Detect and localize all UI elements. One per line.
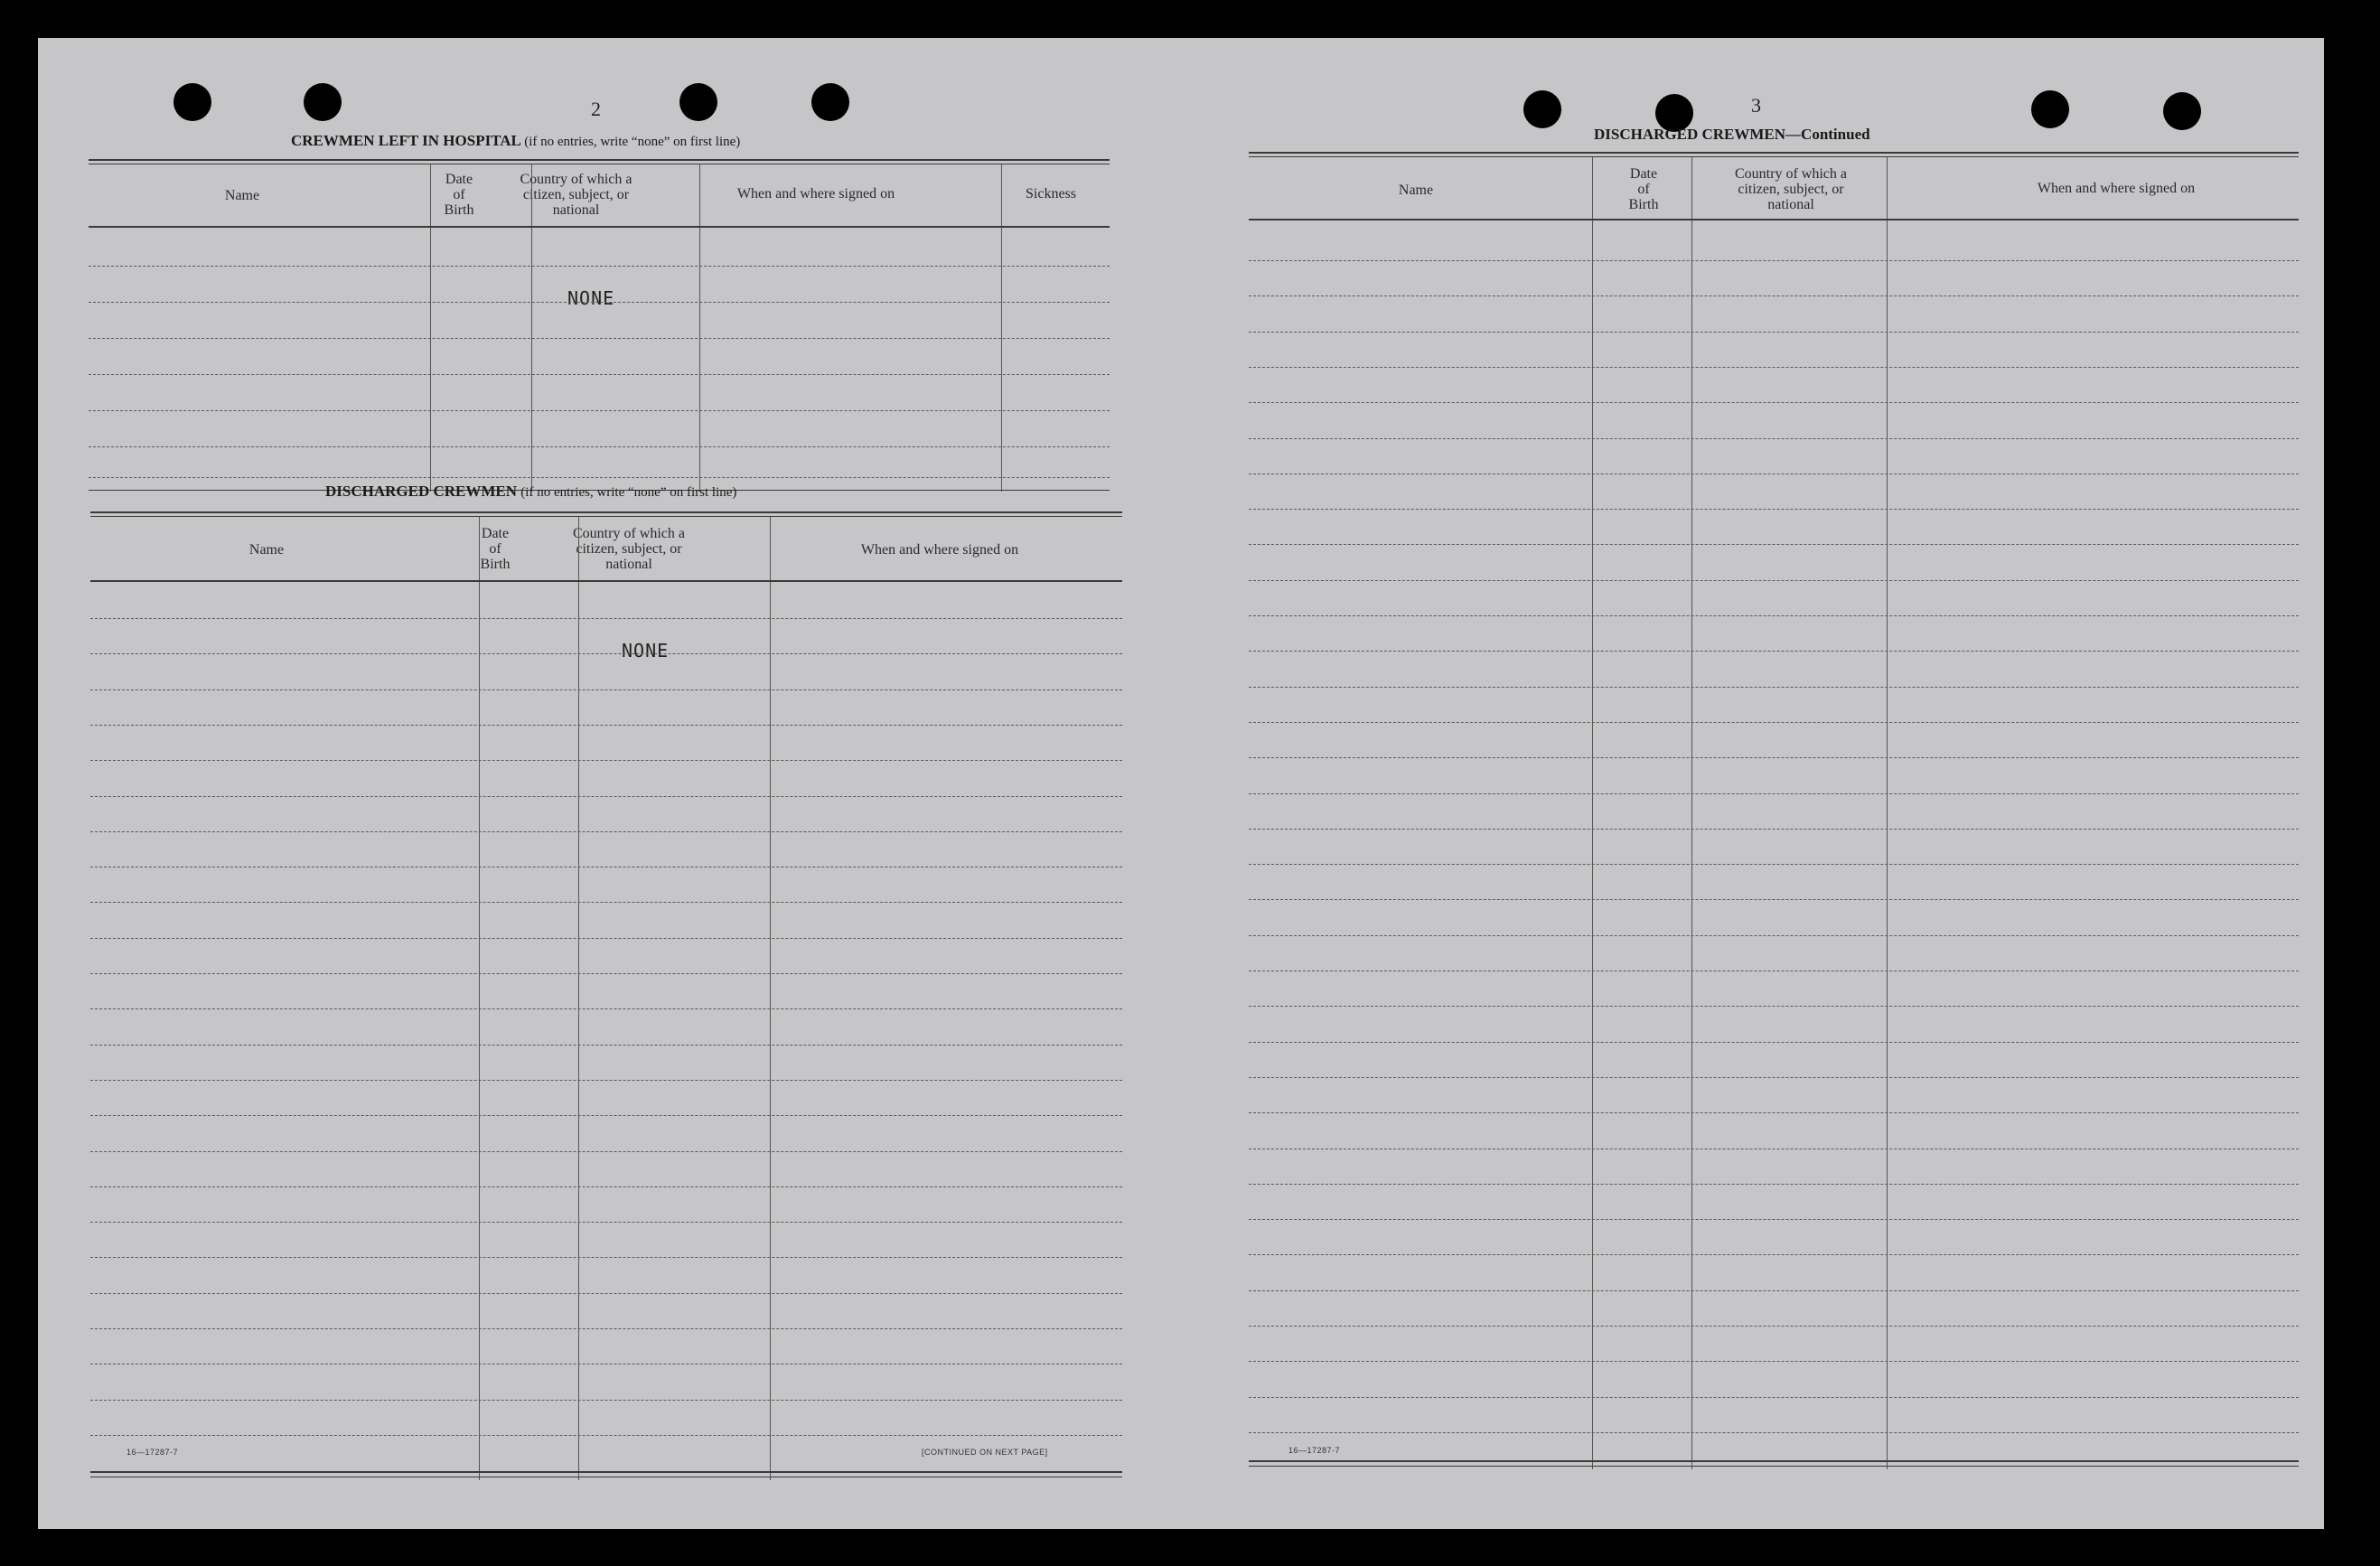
left-page-number: 2 <box>591 98 601 120</box>
col-header-name: Name <box>224 188 260 203</box>
entry-line <box>89 410 1110 411</box>
entry-line <box>1249 722 2299 723</box>
entry-line <box>90 1080 1122 1081</box>
table-bottom-rule <box>1249 1460 2299 1462</box>
entry-line <box>90 1115 1122 1116</box>
entry-line <box>1249 899 2299 900</box>
header-rule <box>1249 219 2299 220</box>
entry-line <box>1249 757 2299 758</box>
entry-line <box>90 1293 1122 1294</box>
entry-line <box>1249 1112 2299 1113</box>
entry-line <box>1249 509 2299 510</box>
discharged-instruction: (if no entries, write “none” on first line) <box>520 485 737 500</box>
punch-hole <box>1523 90 1561 128</box>
entry-line <box>90 1008 1122 1009</box>
entry-line <box>90 1257 1122 1258</box>
column-divider <box>699 164 700 492</box>
entry-line <box>1249 580 2299 581</box>
entry-line <box>1249 687 2299 688</box>
entry-line <box>89 302 1110 303</box>
table-bottom-rule <box>90 1471 1122 1473</box>
column-divider <box>1691 157 1692 1469</box>
entry-line <box>1249 544 2299 545</box>
entry-line <box>1249 367 2299 368</box>
punch-hole <box>2031 90 2069 128</box>
entry-line <box>1249 1184 2299 1185</box>
entry-line <box>1249 1219 2299 1220</box>
column-divider <box>1887 157 1888 1469</box>
col-header-sickness: Sickness <box>1026 186 1076 202</box>
entry-line <box>90 689 1122 690</box>
entry-line <box>90 1045 1122 1046</box>
col-header-country: Country of which a citizen, subject, or national <box>573 526 685 572</box>
right-discharged-table <box>1249 152 2299 1471</box>
document-sheet <box>38 38 2324 1529</box>
entry-line <box>90 760 1122 761</box>
entry-line <box>90 938 1122 939</box>
col-header-country: Country of which a citizen, subject, or national <box>520 172 632 218</box>
hospital-entry: NONE <box>567 287 615 309</box>
entry-line <box>89 477 1110 478</box>
entry-line <box>1249 1042 2299 1043</box>
table-top-rule <box>1249 152 2299 154</box>
entry-line <box>1249 1006 2299 1007</box>
entry-line <box>1249 651 2299 652</box>
col-header-name: Name <box>1398 183 1434 198</box>
entry-line <box>89 446 1110 447</box>
col-header-country: Country of which a citizen, subject, or national <box>1735 166 1847 212</box>
hospital-table <box>89 159 1110 493</box>
hospital-instruction: (if no entries, write “none” on first line) <box>524 135 741 149</box>
right-page-number: 3 <box>1751 94 1761 117</box>
left-form-number: 16—17287-7 <box>126 1448 179 1457</box>
entry-line <box>1249 829 2299 830</box>
discharged-title-text: DISCHARGED CREWMEN <box>325 483 518 500</box>
entry-line <box>1249 793 2299 794</box>
table-top-rule <box>90 511 1122 513</box>
col-header-dob: Date of Birth <box>444 172 474 218</box>
punch-hole <box>679 83 717 121</box>
column-divider <box>1592 157 1593 1469</box>
header-rule <box>90 580 1122 582</box>
col-header-signed-on: When and where signed on <box>860 542 1019 558</box>
entry-line <box>1249 1432 2299 1433</box>
punch-hole <box>304 83 342 121</box>
entry-line <box>1249 615 2299 616</box>
hospital-section-title <box>291 132 740 150</box>
entry-line <box>1249 438 2299 439</box>
column-divider <box>578 517 579 1480</box>
header-rule <box>89 226 1110 228</box>
entry-line <box>90 618 1122 619</box>
entry-line <box>1249 1326 2299 1327</box>
entry-line <box>89 266 1110 267</box>
col-header-signed-on: When and where signed on <box>736 186 895 202</box>
hospital-title-text: CREWMEN LEFT IN HOSPITAL <box>291 132 520 149</box>
entry-line <box>1249 402 2299 403</box>
entry-line <box>89 338 1110 339</box>
table-top-rule <box>90 516 1122 517</box>
continued-note: [CONTINUED ON NEXT PAGE] <box>922 1448 1048 1457</box>
punch-hole <box>811 83 849 121</box>
entry-line <box>90 1435 1122 1436</box>
entry-line <box>90 1400 1122 1401</box>
discharged-table <box>90 511 1122 1482</box>
col-header-dob: Date of Birth <box>480 526 511 572</box>
discharged-entry: NONE <box>622 640 670 661</box>
col-header-signed-on: When and where signed on <box>2037 181 2196 196</box>
entry-line <box>1249 332 2299 333</box>
punch-hole <box>173 83 211 121</box>
table-top-rule <box>89 159 1110 161</box>
column-divider <box>479 517 480 1480</box>
entry-line <box>1249 295 2299 296</box>
column-divider <box>430 164 431 492</box>
punch-hole <box>2163 92 2201 130</box>
entry-line <box>90 902 1122 903</box>
right-section-title: DISCHARGED CREWMEN—Continued <box>1594 126 1870 143</box>
entry-line <box>1249 1077 2299 1078</box>
table-bottom-rule <box>1249 1466 2299 1467</box>
entry-line <box>1249 1361 2299 1362</box>
entry-line <box>90 1151 1122 1152</box>
column-divider <box>531 164 532 492</box>
column-divider <box>1001 164 1002 492</box>
entry-line <box>1249 1397 2299 1398</box>
column-divider <box>770 517 771 1480</box>
col-header-name: Name <box>248 542 285 558</box>
entry-line <box>89 374 1110 375</box>
entry-line <box>90 725 1122 726</box>
discharged-section-title <box>325 483 736 501</box>
entry-line <box>90 1328 1122 1329</box>
entry-line <box>90 796 1122 797</box>
table-top-rule <box>1249 156 2299 157</box>
entry-line <box>90 653 1122 654</box>
entry-line <box>90 1186 1122 1187</box>
entry-line <box>90 1222 1122 1223</box>
entry-line <box>1249 935 2299 936</box>
entry-line <box>90 831 1122 832</box>
entry-line <box>1249 260 2299 261</box>
entry-line <box>1249 864 2299 865</box>
entry-line <box>1249 1290 2299 1291</box>
col-header-dob: Date of Birth <box>1628 166 1659 212</box>
entry-line <box>90 973 1122 974</box>
right-form-number: 16—17287-7 <box>1288 1446 1341 1455</box>
entry-line <box>1249 1254 2299 1255</box>
